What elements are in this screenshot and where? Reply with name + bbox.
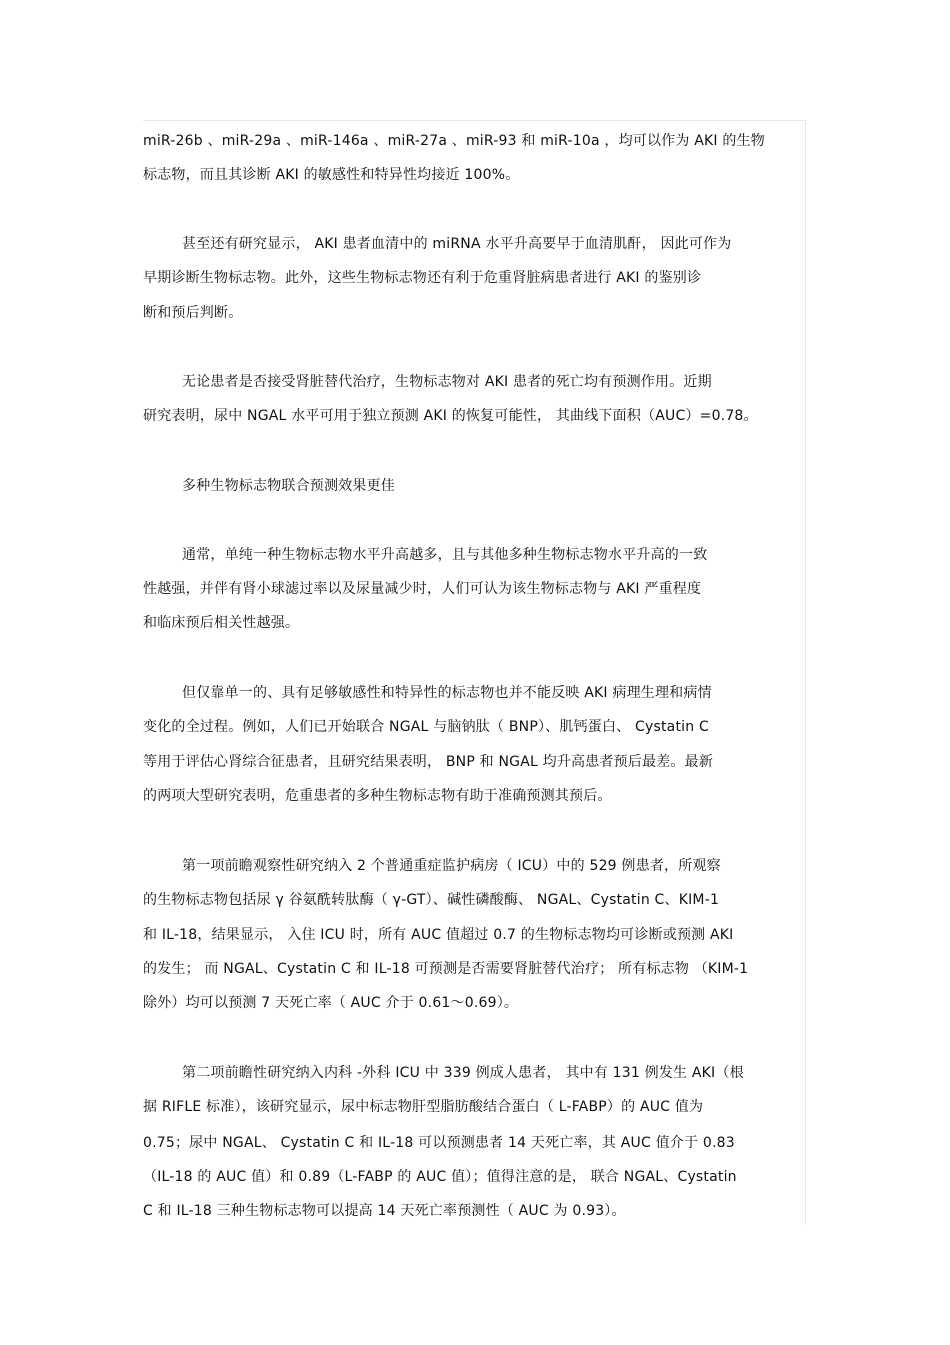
text-line: 变化的全过程。例如，人们已开始联合 NGAL 与脑钠肽（ BNP）、肌钙蛋白、 Cystatin C: [143, 719, 709, 735]
text-line: 的两项大型研究表明，危重患者的多种生物标志物有助于准确预测其预后。: [143, 788, 612, 804]
text-line: 早期诊断生物标志物。此外，这些生物标志物还有利于危重肾脏病患者进行 AKI 的鉴别诊: [143, 270, 702, 286]
text-line: 甚至还有研究显示， AKI 患者血清中的 miRNA 水平升高要早于血清肌酐， 因此可作为: [182, 236, 732, 252]
text-line: 除外）均可以预测 7 天死亡率（ AUC 介于 0.61～0.69）。: [143, 995, 519, 1011]
text-line: 第一项前瞻观察性研究纳入 2 个普通重症监护病房（ ICU）中的 529 例患者，所观察: [182, 858, 721, 874]
text-line: 通常，单纯一种生物标志物水平升高越多，且与其他多种生物标志物水平升高的一致: [182, 547, 708, 563]
text-line: 和临床预后相关性越强。: [143, 615, 300, 631]
section-heading: 多种生物标志物联合预测效果更佳: [182, 478, 395, 494]
text-line: 等用于评估心肾综合征患者，且研究结果表明， BNP 和 NGAL 均升高患者预后最差。最新: [143, 754, 714, 770]
text-line: C 和 IL-18 三种生物标志物可以提高 14 天死亡率预测性（ AUC 为 0.93）。: [143, 1203, 626, 1219]
text-line: 性越强，并伴有肾小球滤过率以及尿量减少时，人们可认为该生物标志物与 AKI 严重程度: [143, 581, 702, 597]
text-line: 和 IL-18，结果显示， 入住 ICU 时，所有 AUC 值超过 0.7 的生物标志物均可诊断或预测 AKI: [143, 927, 734, 943]
text-line: 第二项前瞻性研究纳入内科 -外科 ICU 中 339 例成人患者， 其中有 131 例发生 AKI（根: [182, 1065, 744, 1081]
text-line: 标志物，而且其诊断 AKI 的敏感性和特异性均接近 100%。: [143, 167, 520, 183]
text-line: 无论患者是否接受肾脏替代治疗，生物标志物对 AKI 患者的死亡均有预测作用。近期: [182, 374, 712, 390]
text-line: （IL-18 的 AUC 值）和 0.89（L-FABP 的 AUC 值）；值得注意的是， 联合 NGAL、Cystatin: [143, 1169, 737, 1185]
text-line: 断和预后判断。: [143, 305, 243, 321]
text-line: miR-26b 、miR-29a 、miR-146a 、miR-27a 、miR-93 和 miR-10a ，均可以作为 AKI 的生物: [143, 133, 765, 149]
text-line: 研究表明，尿中 NGAL 水平可用于独立预测 AKI 的恢复可能性， 其曲线下面积（AUC）=0.78。: [143, 408, 758, 424]
text-line: 但仅靠单一的、具有足够敏感性和特异性的标志物也并不能反映 AKI 病理生理和病情: [182, 685, 712, 701]
text-line: 的生物标志物包括尿 γ 谷氨酰转肽酶（ γ-GT）、碱性磷酸酶、 NGAL、Cystatin C、KIM-1: [143, 892, 720, 908]
text-line: 的发生； 而 NGAL、Cystatin C 和 IL-18 可预测是否需要肾脏替代治疗； 所有标志物 （KIM-1: [143, 961, 749, 977]
text-line: 0.75；尿中 NGAL、 Cystatin C 和 IL-18 可以预测患者 14 天死亡率，其 AUC 值介于 0.83: [143, 1135, 735, 1151]
text-line: 据 RIFLE 标准），该研究显示，尿中标志物肝型脂肪酸结合蛋白（ L-FABP）的 AUC 值为: [143, 1099, 704, 1115]
